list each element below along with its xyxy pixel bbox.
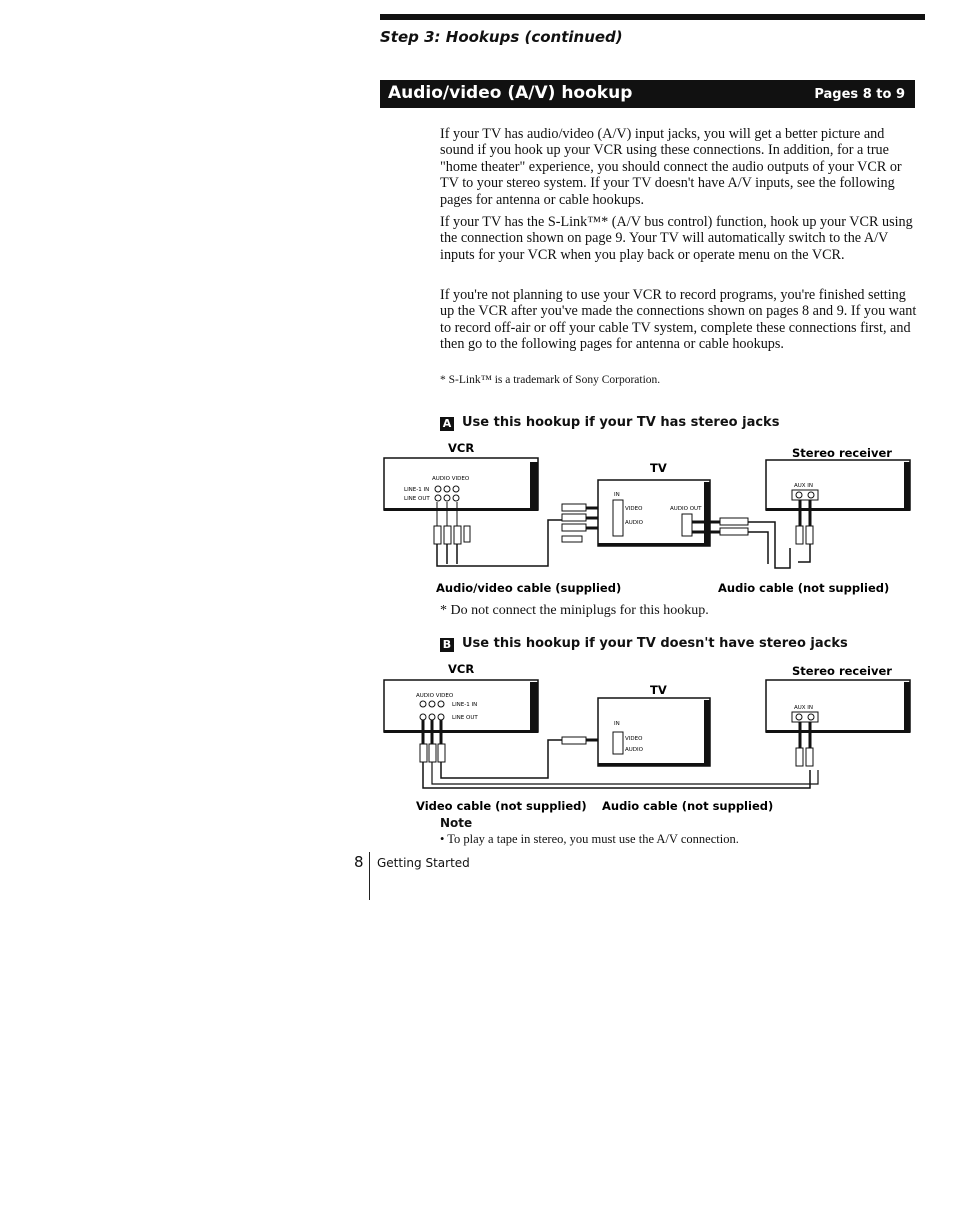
hookup-b-heading bbox=[440, 636, 848, 652]
audio-cable-caption-b: Audio cable (not supplied) bbox=[602, 799, 774, 813]
tv-device-b bbox=[598, 698, 710, 766]
video-cable-caption: Video cable (not supplied) bbox=[416, 799, 587, 813]
hookup-b-badge: B bbox=[440, 638, 454, 652]
av-cable-caption: Audio/video cable (supplied) bbox=[436, 581, 622, 595]
vcr-label-b: VCR bbox=[448, 662, 475, 676]
miniplug-note: * Do not connect the miniplugs for this hookup. bbox=[440, 603, 709, 618]
tv-audio-label: AUDIO bbox=[625, 520, 643, 526]
hookup-b-diagram bbox=[370, 660, 930, 815]
tv-label-b: TV bbox=[650, 683, 667, 697]
vcr-jack-header: AUDIO VIDEO bbox=[432, 476, 470, 482]
vcr-jack-header-b: AUDIO VIDEO bbox=[416, 693, 454, 699]
vcr-plugs-b bbox=[420, 720, 445, 762]
stereo-receiver-device-b bbox=[766, 680, 910, 766]
tv-in-label: IN bbox=[614, 492, 620, 498]
stereo-receiver-label: Stereo receiver bbox=[792, 446, 892, 460]
slink-paragraph: If your TV has the S-Link™* (A/V bus control) function, hook up your VCR using the connection shown on page 9. Your TV will automatically switch to the A/V inputs for your VCR when you play back or operate menu on the VCR. bbox=[440, 214, 913, 263]
vcr-device bbox=[384, 458, 538, 511]
section-title: Audio/video (A/V) hookup bbox=[388, 83, 633, 103]
intro-paragraph: If your TV has audio/video (A/V) input jacks, you will get a better picture and sound if you hook up your VCR using these connections. In addition, for a true "home theater" experience, you should connect the audio outputs of your VCR or TV to your stereo system. If your TV doesn't have A/V inputs, see the following pages for antenna or cable hookups. bbox=[440, 126, 902, 208]
audio-cable-caption-a: Audio cable (not supplied) bbox=[718, 581, 890, 595]
hookup-b-title: Use this hookup if your TV doesn't have stereo jacks bbox=[462, 636, 848, 651]
tv-video-label-b: VIDEO bbox=[625, 736, 643, 742]
hookup-a-heading bbox=[440, 415, 779, 431]
aux-in-label-b: AUX IN bbox=[794, 705, 814, 711]
tv-audio-label-b: AUDIO bbox=[625, 747, 643, 753]
footer-section: Getting Started bbox=[377, 856, 470, 870]
video-cable bbox=[441, 740, 562, 778]
vcr-line1-in: LINE-1 IN bbox=[404, 487, 430, 493]
vcr-device-b bbox=[384, 680, 538, 733]
tv-audio-out-label: AUDIO OUT bbox=[670, 506, 702, 512]
recording-paragraph: If you're not planning to use your VCR to record programs, you're finished setting up the VCR after you've made the connections shown on pages 8 and 9. If you want to record off-air or off your cable TV system, complete these connections first, and then go to the following pages for antenna or cable hookups. bbox=[440, 287, 917, 353]
stereo-receiver-label-b: Stereo receiver bbox=[792, 664, 892, 678]
top-rule bbox=[380, 14, 925, 20]
vcr-line1-in-b: LINE-1 IN bbox=[452, 702, 478, 708]
hookup-a-diagram bbox=[370, 438, 930, 598]
page-number: 8 bbox=[354, 853, 364, 871]
vcr-label: VCR bbox=[448, 441, 475, 455]
tv-label: TV bbox=[650, 461, 667, 475]
hookup-a-title: Use this hookup if your TV has stereo jacks bbox=[462, 415, 780, 430]
vcr-line-out-b: LINE OUT bbox=[452, 715, 478, 721]
hookup-a-badge: A bbox=[440, 417, 454, 431]
aux-in-label: AUX IN bbox=[794, 483, 814, 489]
tv-video-label: VIDEO bbox=[625, 506, 643, 512]
tv-device bbox=[598, 480, 710, 546]
note-heading: Note bbox=[440, 816, 473, 830]
vcr-line-out: LINE OUT bbox=[404, 496, 430, 502]
section-banner bbox=[380, 80, 915, 108]
trademark-footnote: * S-Link™ is a trademark of Sony Corporation. bbox=[440, 374, 661, 386]
step-title: Step 3: Hookups (continued) bbox=[380, 28, 623, 46]
section-pages: Pages 8 to 9 bbox=[814, 87, 905, 102]
stereo-receiver-device bbox=[766, 460, 910, 526]
tv-in-label-b: IN bbox=[614, 721, 620, 727]
margin-rule bbox=[369, 852, 370, 900]
note-item: • To play a tape in stereo, you must use the A/V connection. bbox=[440, 832, 739, 846]
